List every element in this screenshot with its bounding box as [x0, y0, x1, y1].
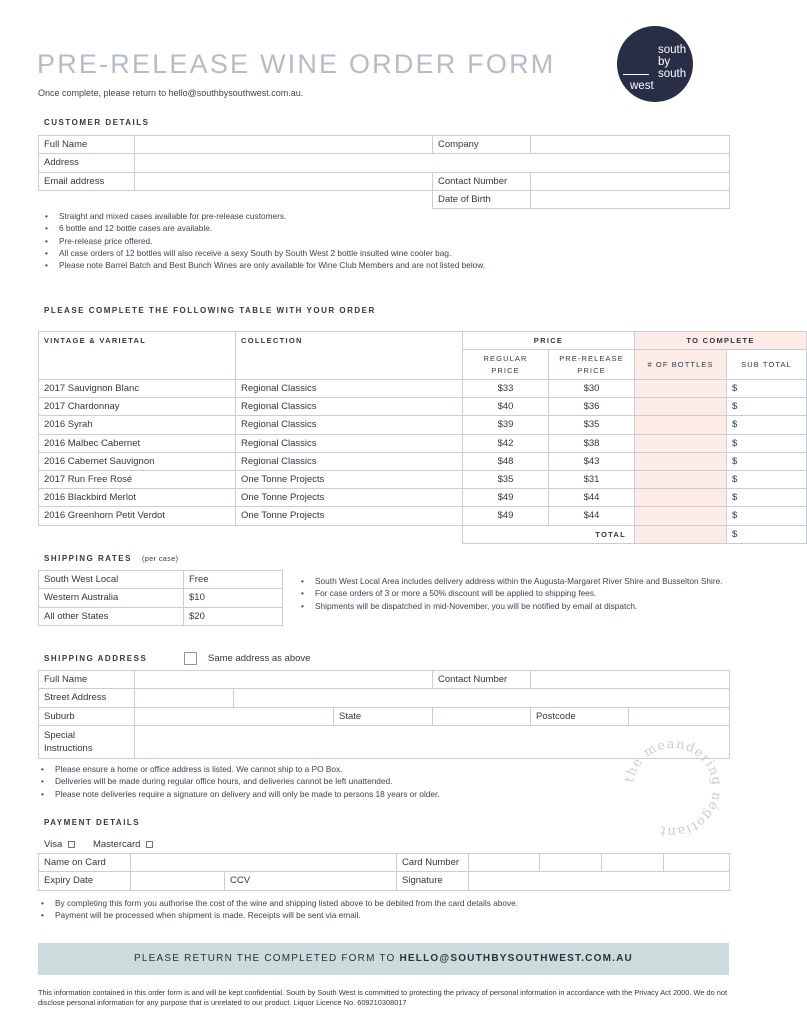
delivery-note: • Deliveries will be made during regular office hours, and deliveries cannot be left unattended. [38, 775, 598, 787]
contact-number-label: Contact Number [433, 172, 531, 190]
email-field[interactable] [135, 172, 433, 190]
prerelease-price: $44 [549, 489, 635, 507]
wine-collection: Regional Classics [236, 434, 463, 452]
return-instruction: Once complete, please return to hello@southbysouthwest.com.au. [38, 88, 304, 98]
subtotal-field[interactable]: $ [727, 398, 807, 416]
return-prefix: PLEASE RETURN THE COMPLETED FORM TO [134, 953, 400, 964]
signature-label: Signature [397, 872, 469, 890]
table-row [39, 489, 807, 507]
prerelease-price: $31 [549, 470, 635, 488]
wine-name: 2016 Blackbird Merlot [39, 489, 236, 507]
suburb-label: Suburb [39, 707, 135, 725]
subtotal-field[interactable]: $ [727, 380, 807, 398]
contact-number-field[interactable] [531, 172, 730, 190]
expiry-label: Expiry Date [39, 872, 131, 890]
same-address-label: Same address as above [208, 653, 311, 664]
empty-cell [39, 190, 135, 208]
bottles-input[interactable] [635, 398, 727, 416]
total-label: TOTAL [463, 525, 635, 543]
bottles-header: # OF BOTTLES [635, 350, 727, 380]
card-type-options [44, 839, 153, 850]
card-number-field-3[interactable] [602, 854, 664, 872]
bottles-input[interactable] [635, 452, 727, 470]
shipping-note: • Shipments will be dispatched in mid-November, you will be notified by email at dispatch. [298, 600, 726, 612]
subtotal-field[interactable]: $ [727, 507, 807, 525]
mastercard-label: Mastercard [92, 839, 141, 850]
total-field[interactable]: $ [727, 525, 807, 543]
special-line-1: Special [44, 729, 76, 741]
payment-note: • By completing this form you authorise the cost of the wine and shipping listed above to be debited from the card details above. [38, 897, 728, 909]
subtotal-field[interactable]: $ [727, 416, 807, 434]
shipping-address-heading: SHIPPING ADDRESS [44, 654, 148, 663]
shipping-note: • For case orders of 3 or more a 50% discount will be applied to shipping fees. [298, 587, 726, 599]
shipping-region: All other States [39, 607, 184, 625]
vintage-header: VINTAGE & VARIETAL [39, 332, 236, 380]
wine-name: 2016 Cabernet Sauvignon [39, 452, 236, 470]
logo-word-4: west [630, 80, 654, 92]
regular-price-header [463, 350, 549, 380]
table-row [39, 416, 807, 434]
email-label: Email address [39, 172, 135, 190]
form-title: PRE-RELEASE WINE ORDER FORM [37, 49, 556, 79]
privacy-disclaimer: This information contained in this order form is and will be kept confidential. South by South West is committed to protecting the privacy of personal information in accordance with the Privacy Act 2000. We do not disclose personal information for any purpose that is unrelated to our product. Liquor Licence No. 609210308017 [38, 988, 728, 1007]
table-row [39, 589, 283, 607]
ccv-label: CCV [230, 875, 251, 887]
order-note: • Please note Barrel Batch and Best Bunch Wines are only available for Wine Club Members and are not listed below. [42, 259, 732, 271]
ccv-field[interactable] [225, 872, 397, 890]
name-on-card-label: Name on Card [39, 854, 131, 872]
regular-price: $33 [463, 380, 549, 398]
subtotal-header: SUB TOTAL [727, 350, 807, 380]
order-note: • All case orders of 12 bottles will also receive a sexy South by South West 2 bottle insulted wine cooler bag. [42, 247, 732, 259]
regular-price: $35 [463, 470, 549, 488]
prerelease-price: $35 [549, 416, 635, 434]
table-row [39, 398, 807, 416]
stamp-text: the meandering négotiant [622, 736, 725, 840]
prerelease-price: $30 [549, 380, 635, 398]
meandering-negotiant-stamp [618, 733, 728, 843]
full-name-field[interactable] [135, 136, 433, 154]
table-row [39, 380, 807, 398]
name-on-card-field[interactable] [131, 854, 397, 872]
prerelease-price-line-2: PRICE [577, 365, 606, 375]
empty-cell [236, 525, 463, 543]
wine-collection: One Tonne Projects [236, 507, 463, 525]
customer-details-table [38, 135, 730, 209]
bottles-input[interactable] [635, 470, 727, 488]
wine-name: 2016 Syrah [39, 416, 236, 434]
return-form-banner [38, 943, 729, 975]
visa-label: Visa [44, 839, 63, 850]
company-field[interactable] [531, 136, 730, 154]
empty-cell [39, 525, 236, 543]
postcode-label: Postcode [531, 707, 629, 725]
bottles-input[interactable] [635, 507, 727, 525]
payment-details-heading: PAYMENT DETAILS [44, 818, 141, 827]
prerelease-price: $36 [549, 398, 635, 416]
postcode-field[interactable] [629, 707, 730, 725]
company-label: Company [433, 136, 531, 154]
subtotal-field[interactable]: $ [727, 489, 807, 507]
state-field[interactable] [433, 707, 531, 725]
prerelease-price: $38 [549, 434, 635, 452]
payment-notes-list [38, 897, 728, 922]
table-row [39, 470, 807, 488]
bottles-input[interactable] [635, 434, 727, 452]
street-address-label: Street Address [39, 689, 135, 707]
logo-word-3: south [658, 68, 687, 80]
per-case-note: (per case) [141, 556, 179, 563]
regular-price: $48 [463, 452, 549, 470]
order-note: • Pre-release price offered. [42, 235, 732, 247]
ship-contact-label: Contact Number [433, 671, 531, 689]
table-row [39, 507, 807, 525]
subtotal-field[interactable]: $ [727, 452, 807, 470]
brand-logo [617, 26, 693, 102]
special-instructions-label [39, 725, 135, 758]
address-field[interactable] [135, 154, 730, 172]
regular-price: $49 [463, 507, 549, 525]
bottles-input[interactable] [635, 380, 727, 398]
full-name-label: Full Name [39, 136, 135, 154]
wine-collection: One Tonne Projects [236, 470, 463, 488]
card-number-field-2[interactable] [540, 854, 602, 872]
wine-collection: Regional Classics [236, 398, 463, 416]
card-number-field-4[interactable] [664, 854, 730, 872]
logo-rule [623, 74, 649, 75]
logo-word-1: south [658, 44, 687, 56]
wine-name: 2017 Chardonnay [39, 398, 236, 416]
wine-collection: Regional Classics [236, 416, 463, 434]
prerelease-price-line-1: PRE-RELEASE [559, 353, 624, 363]
ship-contact-field[interactable] [531, 671, 730, 689]
wine-collection: One Tonne Projects [236, 489, 463, 507]
subtotal-field[interactable]: $ [727, 434, 807, 452]
wine-collection: Regional Classics [236, 452, 463, 470]
regular-price: $49 [463, 489, 549, 507]
regular-price: $42 [463, 434, 549, 452]
regular-price-line-1: REGULAR [483, 353, 528, 363]
collection-header: COLLECTION [236, 332, 463, 380]
order-note: • Straight and mixed cases available for pre-release customers. [42, 210, 732, 222]
payment-table [38, 853, 730, 891]
mastercard-checkbox[interactable] [146, 841, 153, 848]
regular-price-line-2: PRICE [491, 365, 520, 375]
subtotal-field[interactable]: $ [727, 470, 807, 488]
shipping-rates-title: SHIPPING RATES [44, 554, 132, 563]
table-row [39, 607, 283, 625]
shipping-region: Western Australia [39, 589, 184, 607]
dob-field[interactable] [531, 190, 730, 208]
same-address-checkbox[interactable] [184, 652, 197, 665]
delivery-note: • Please note deliveries require a signature on delivery and will only be made to persons 18 years or older. [38, 788, 598, 800]
prerelease-price: $44 [549, 507, 635, 525]
order-notes-list [42, 210, 732, 271]
signature-field[interactable] [469, 872, 730, 890]
delivery-notes-list [38, 763, 598, 800]
ship-full-name-label: Full Name [39, 671, 135, 689]
card-number-field-1[interactable] [469, 854, 540, 872]
street-number-field[interactable] [135, 689, 234, 707]
wine-name: 2016 Malbec Cabernet [39, 434, 236, 452]
shipping-notes-list [298, 575, 726, 612]
to-complete-header: TO COMPLETE [635, 332, 807, 350]
state-label: State [334, 707, 433, 725]
wine-name: 2017 Run Free Rosé [39, 470, 236, 488]
regular-price: $40 [463, 398, 549, 416]
wine-name: 2017 Sauvignon Blanc [39, 380, 236, 398]
order-note: • 6 bottle and 12 bottle cases are available. [42, 222, 732, 234]
price-header: PRICE [463, 332, 635, 350]
total-bottles-field[interactable] [635, 525, 727, 543]
order-table-heading: PLEASE COMPLETE THE FOLLOWING TABLE WITH YOUR ORDER [44, 306, 376, 315]
bottles-input[interactable] [635, 489, 727, 507]
shipping-note: • South West Local Area includes delivery address within the Augusta-Margaret River Shire and Busselton Shire. [298, 575, 726, 587]
table-row [39, 571, 283, 589]
prerelease-price: $43 [549, 452, 635, 470]
ship-full-name-field[interactable] [135, 671, 433, 689]
logo-word-2: by [658, 56, 671, 68]
regular-price: $39 [463, 416, 549, 434]
visa-checkbox[interactable] [68, 841, 75, 848]
table-row [39, 434, 807, 452]
shipping-rates-heading [44, 554, 179, 563]
shipping-rate: $10 [184, 589, 283, 607]
wine-collection: Regional Classics [236, 380, 463, 398]
shipping-rates-table [38, 570, 283, 626]
bottles-input[interactable] [635, 416, 727, 434]
wine-name: 2016 Greenhorn Petit Verdot [39, 507, 236, 525]
address-label: Address [39, 154, 135, 172]
shipping-rate: $20 [184, 607, 283, 625]
delivery-note: • Please ensure a home or office address is listed. We cannot ship to a PO Box. [38, 763, 598, 775]
suburb-field[interactable] [135, 707, 334, 725]
shipping-rate: Free [184, 571, 283, 589]
special-line-2: Instructions [44, 742, 93, 754]
prerelease-price-header [549, 350, 635, 380]
expiry-field[interactable] [131, 872, 225, 890]
table-row [39, 452, 807, 470]
card-number-label: Card Number [397, 854, 469, 872]
shipping-region: South West Local [39, 571, 184, 589]
wine-order-table [38, 331, 807, 544]
empty-cell [135, 190, 433, 208]
payment-note: • Payment will be processed when shipment is made. Receipts will be sent via email. [38, 909, 728, 921]
street-address-field[interactable] [234, 689, 730, 707]
return-email-link[interactable]: HELLO@SOUTHBYSOUTHWEST.COM.AU [399, 953, 633, 964]
customer-details-heading: CUSTOMER DETAILS [44, 118, 150, 127]
dob-label: Date of Birth [433, 190, 531, 208]
